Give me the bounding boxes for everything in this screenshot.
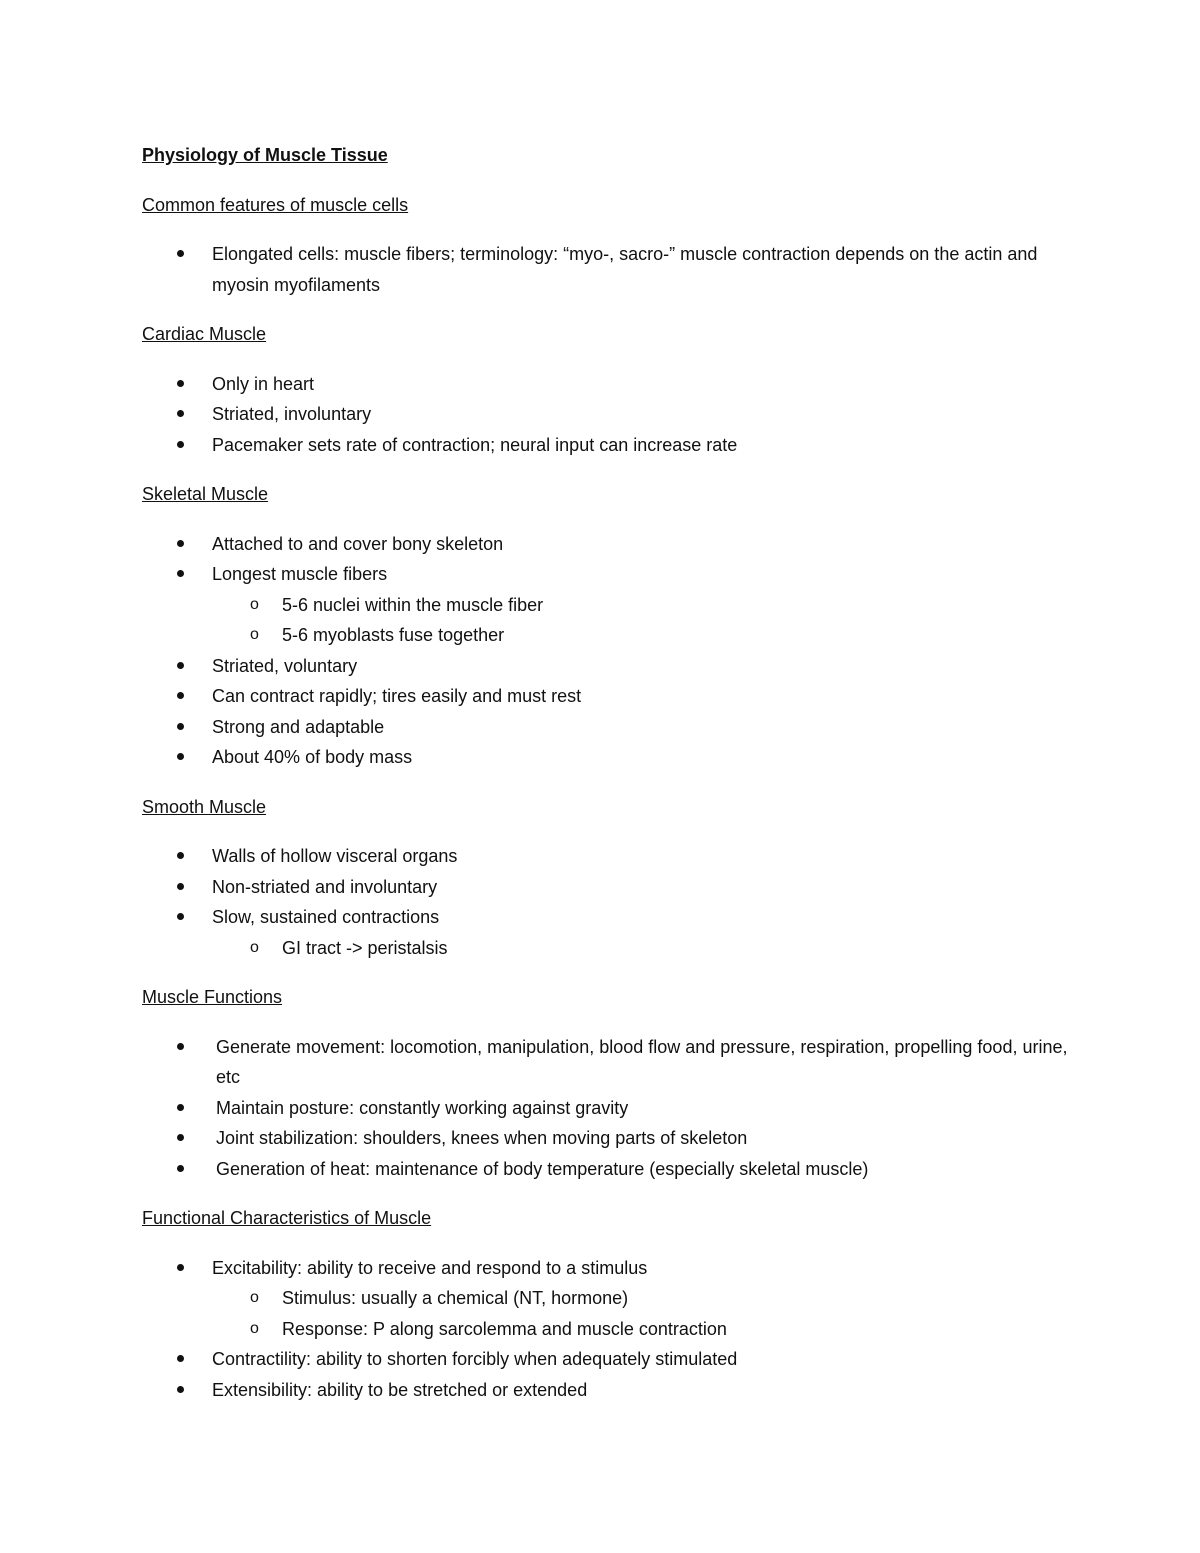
list-item-text: Strong and adaptable [212,716,385,737]
list-item [142,742,1082,773]
section-heading: Skeletal Muscle [142,484,269,504]
list-item-text: Attached to and cover bony skeleton [212,533,504,554]
sub-list-item: o Stimulus: usually a chemical (NT, hormone) [142,1283,1082,1314]
list-item [142,712,1082,743]
list-item-text: Elongated cells: muscle fibers; terminology: “myo-, sacro-” muscle contraction depends on the actin and myosin myofilaments [212,244,1038,295]
document-title: Physiology of Muscle Tissue [142,145,388,165]
list-item-text: Can contract rapidly; tires easily and must rest [212,686,582,706]
list-item [142,1154,1082,1185]
section-heading: Smooth Muscle [142,796,267,817]
bullet-list [142,1253,1082,1406]
sub-list-item: o GI tract -> peristalsis [142,933,1082,964]
list-item-text: About 40% of body mass [212,747,413,767]
list-item [142,872,1082,903]
list-item [142,399,1082,430]
list-item-text: Striated, involuntary [212,404,372,424]
section-heading: Cardiac Muscle [142,324,267,344]
list-item [142,1253,1082,1345]
list-item-text: Generation of heat: maintenance of body temperature (especially skeletal muscle) [216,1158,869,1179]
list-item-text: Slow, sustained contractions [212,907,440,927]
sub-list [212,1283,1082,1344]
list-item [142,1032,1082,1093]
document-body [142,140,1082,1424]
sub-list-item: o 5-6 myoblasts fuse together [142,620,1082,651]
list-item [142,902,1082,963]
list-item [142,841,1082,872]
list-item-text: Maintain posture: constantly working against gravity [216,1097,629,1118]
sub-list-item: o Response: P along sarcolemma and muscle contraction [142,1314,1082,1345]
list-item-text: Pacemaker sets rate of contraction; neural input can increase rate [212,434,738,455]
bullet-list [142,841,1082,963]
list-item-text: Striated, voluntary [212,655,358,676]
list-item [142,1375,1082,1406]
list-item [142,430,1082,461]
bullet-list [142,369,1082,461]
bullet-list [142,529,1082,773]
list-item [142,239,1082,300]
list-item-text: Excitability: ability to receive and respond to a stimulus [212,1257,648,1278]
section-heading: Muscle Functions [142,987,283,1007]
list-item-text: Only in heart [212,373,315,394]
list-item-text: Generate movement: locomotion, manipulation, blood flow and pressure, respiration, propelling food, urine, etc [216,1036,1068,1087]
list-item [142,1344,1082,1375]
sub-list [212,590,1082,651]
section-heading: Common features of muscle cells [142,194,409,215]
list-item [142,681,1082,712]
section-heading: Functional Characteristics of Muscle [142,1208,432,1228]
sections-container [142,190,1082,1406]
list-item-text: Walls of hollow visceral organs [212,846,458,866]
list-item [142,369,1082,400]
list-item-text: Extensibility: ability to be stretched or extended [212,1379,588,1400]
list-item [142,529,1082,560]
list-item [142,1123,1082,1154]
list-item [142,651,1082,682]
list-item [142,1093,1082,1124]
list-item [142,559,1082,651]
list-item-text: Contractility: ability to shorten forcibly when adequately stimulated [212,1349,738,1369]
bullet-list [142,1032,1082,1185]
sub-list [212,933,1082,964]
list-item-text: Non-striated and involuntary [212,876,438,897]
sub-list-item: o 5-6 nuclei within the muscle fiber [142,590,1082,621]
bullet-list [142,239,1082,300]
list-item-text: Longest muscle fibers [212,564,388,584]
list-item-text: Joint stabilization: shoulders, knees when moving parts of skeleton [216,1128,748,1148]
